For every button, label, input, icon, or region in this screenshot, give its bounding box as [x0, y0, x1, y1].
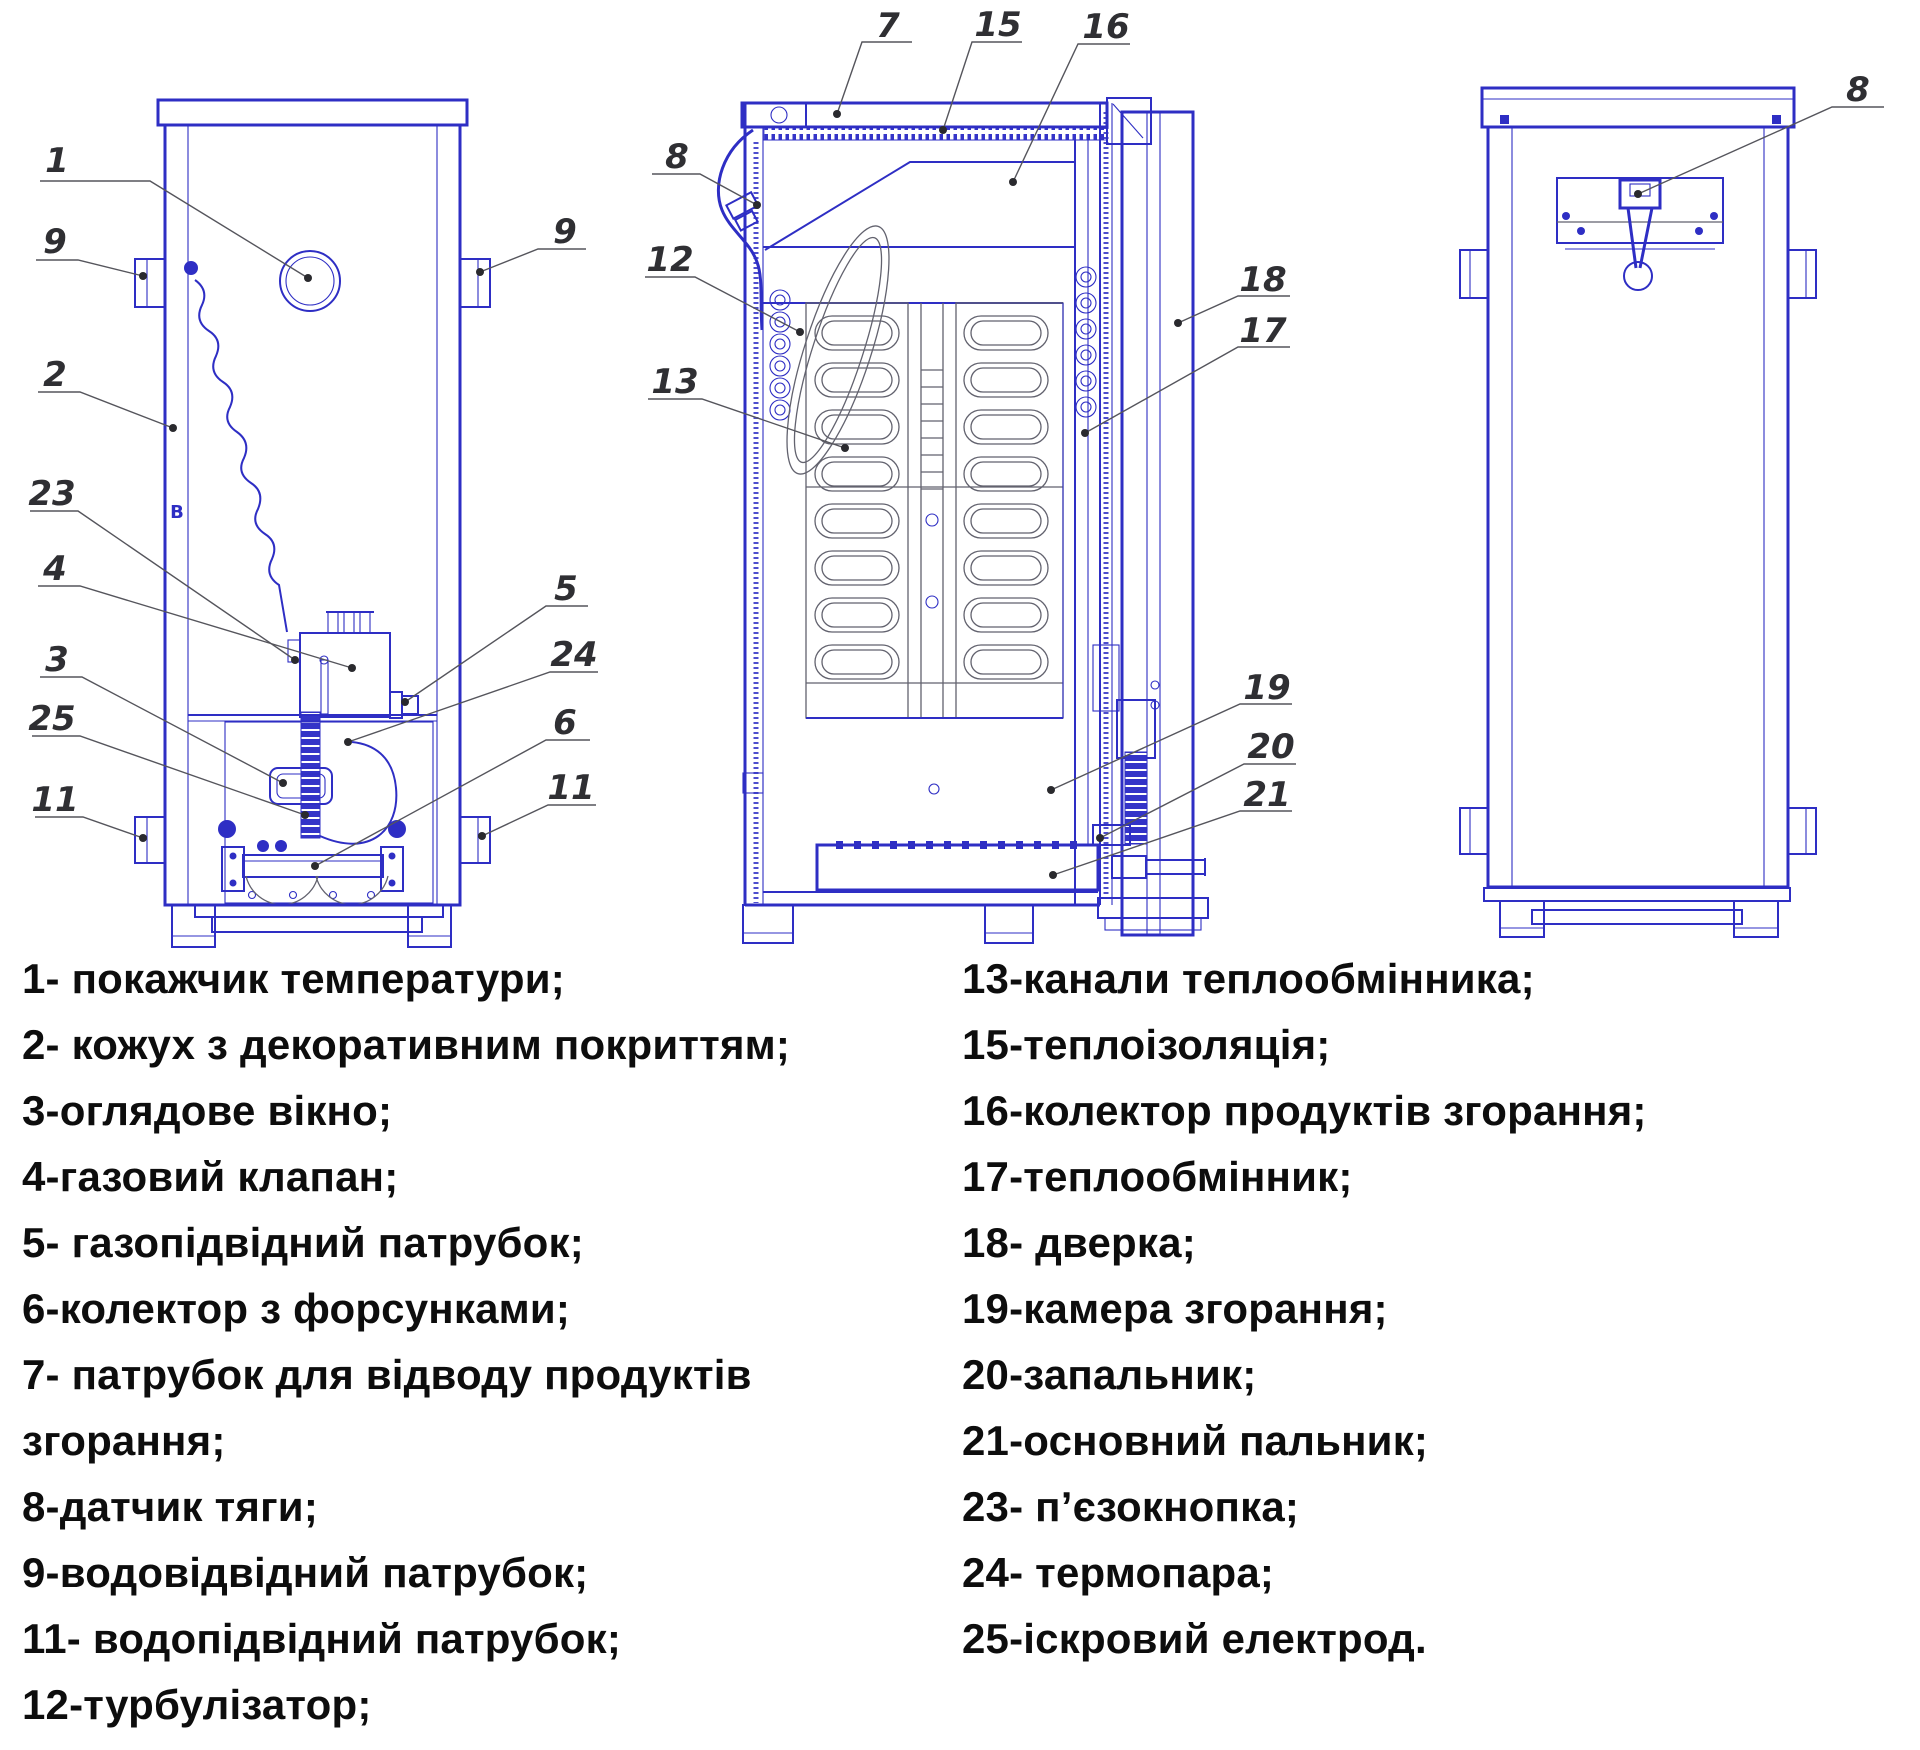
legend-item: 20-запальник;	[962, 1351, 1257, 1398]
legend-item: 7- патрубок для відводу продуктів	[22, 1351, 752, 1398]
legend-item: 21-основний пальник;	[962, 1417, 1429, 1464]
capillary-anchor	[184, 261, 198, 275]
foot-right	[1734, 901, 1778, 937]
legend-item: 25-іскровий електрод.	[962, 1615, 1427, 1662]
callout-3: 3	[45, 640, 69, 680]
legend-item: 3-оглядове вікно;	[22, 1087, 393, 1134]
igniter-spring	[1125, 752, 1147, 844]
legend-column-right	[962, 946, 1647, 1672]
base-plate	[195, 905, 443, 917]
water-outlet-right	[460, 259, 490, 307]
main-burner	[817, 845, 1098, 890]
sensor-hanger	[1628, 208, 1652, 268]
legend-item: 17-теплообмінник;	[962, 1153, 1353, 1200]
legend-item: 18- дверка;	[962, 1219, 1196, 1266]
legend-item: 2- кожух з декоративним покриттям;	[22, 1021, 791, 1068]
callout-18: 18	[1239, 260, 1287, 300]
legend-item: 19-камера згорання;	[962, 1285, 1388, 1332]
water-inlet-right	[460, 817, 490, 863]
capillary-coil	[195, 280, 287, 632]
legend-item: 1- покажчик температури;	[22, 955, 565, 1002]
legend-item: 12-турбулізатор;	[22, 1681, 372, 1728]
insulation-strip	[764, 128, 1107, 140]
view-marker: В	[170, 502, 184, 523]
water-inlet-left	[135, 817, 165, 863]
base-plate	[1484, 888, 1790, 901]
foot-right	[408, 905, 451, 947]
legend-item: 4-газовий клапан;	[22, 1153, 399, 1200]
section-view-drawing	[718, 98, 1208, 943]
callout-19: 19	[1243, 668, 1291, 708]
front-view-drawing	[135, 100, 490, 947]
legend-item: 15-теплоізоляція;	[962, 1021, 1331, 1068]
base-rail	[1532, 910, 1742, 924]
legend-item: 5- газопідвідний патрубок;	[22, 1219, 584, 1266]
rear-view-drawing	[1460, 88, 1816, 937]
thermocouple-rod	[321, 660, 328, 714]
callout-23: 23	[28, 474, 76, 514]
legend-item: 23- п’єзокнопка;	[962, 1483, 1300, 1530]
top-cap	[1482, 88, 1794, 127]
callout-6: 6	[553, 703, 577, 743]
callout-8r: 8	[1846, 70, 1870, 110]
flue-hole	[771, 107, 787, 123]
callout-15: 15	[974, 5, 1022, 45]
callout-17: 17	[1239, 311, 1287, 351]
callout-16: 16	[1082, 7, 1130, 47]
callout-13: 13	[651, 362, 699, 402]
legend-item: 16-колектор продуктів згорання;	[962, 1087, 1647, 1134]
legend-item: згорання;	[22, 1417, 226, 1464]
legend-item: 9-водовідвідний патрубок;	[22, 1549, 589, 1596]
legend-item: 6-колектор з форсунками;	[22, 1285, 571, 1332]
collector-baffle	[765, 162, 1075, 250]
callout-12: 12	[646, 240, 694, 280]
callout-25: 25	[28, 699, 76, 739]
callout-24: 24	[550, 635, 598, 675]
callout-1: 1	[45, 141, 69, 181]
foot-right	[985, 905, 1033, 943]
legend-item: 11- водопідвідний патрубок;	[22, 1615, 622, 1662]
callout-7: 7	[876, 6, 900, 46]
channel-bank-left	[806, 303, 908, 718]
legend-item: 24- термопара;	[962, 1549, 1275, 1596]
callout-11b: 11	[547, 768, 595, 808]
flue-duct	[742, 103, 1107, 127]
callout-20: 20	[1247, 727, 1295, 767]
legend-column-left	[22, 946, 790, 1738]
legend-item: 13-канали теплообмінника;	[962, 955, 1535, 1002]
top-cap	[158, 100, 467, 125]
cabinet-body	[1488, 127, 1788, 887]
foot-left	[1500, 901, 1544, 937]
callout-4: 4	[43, 549, 67, 589]
burner-panel	[225, 722, 433, 903]
spark-electrode	[301, 712, 320, 838]
callout-5: 5	[554, 569, 578, 609]
foot-left	[172, 905, 215, 947]
gas-valve	[300, 633, 390, 717]
water-outlet-left	[135, 259, 165, 307]
callout-11: 11	[31, 780, 79, 820]
base-rail	[212, 917, 422, 932]
foot-left	[743, 905, 793, 943]
callout-8: 8	[665, 137, 689, 177]
callout-9b: 9	[553, 212, 577, 252]
callout-2: 2	[43, 355, 67, 395]
gas-pipe-fitting	[1112, 856, 1146, 878]
legend-item: 8-датчик тяги;	[22, 1483, 319, 1530]
chamber-hole	[929, 784, 939, 794]
callout-21: 21	[1243, 775, 1291, 815]
callout-9: 9	[43, 222, 67, 262]
